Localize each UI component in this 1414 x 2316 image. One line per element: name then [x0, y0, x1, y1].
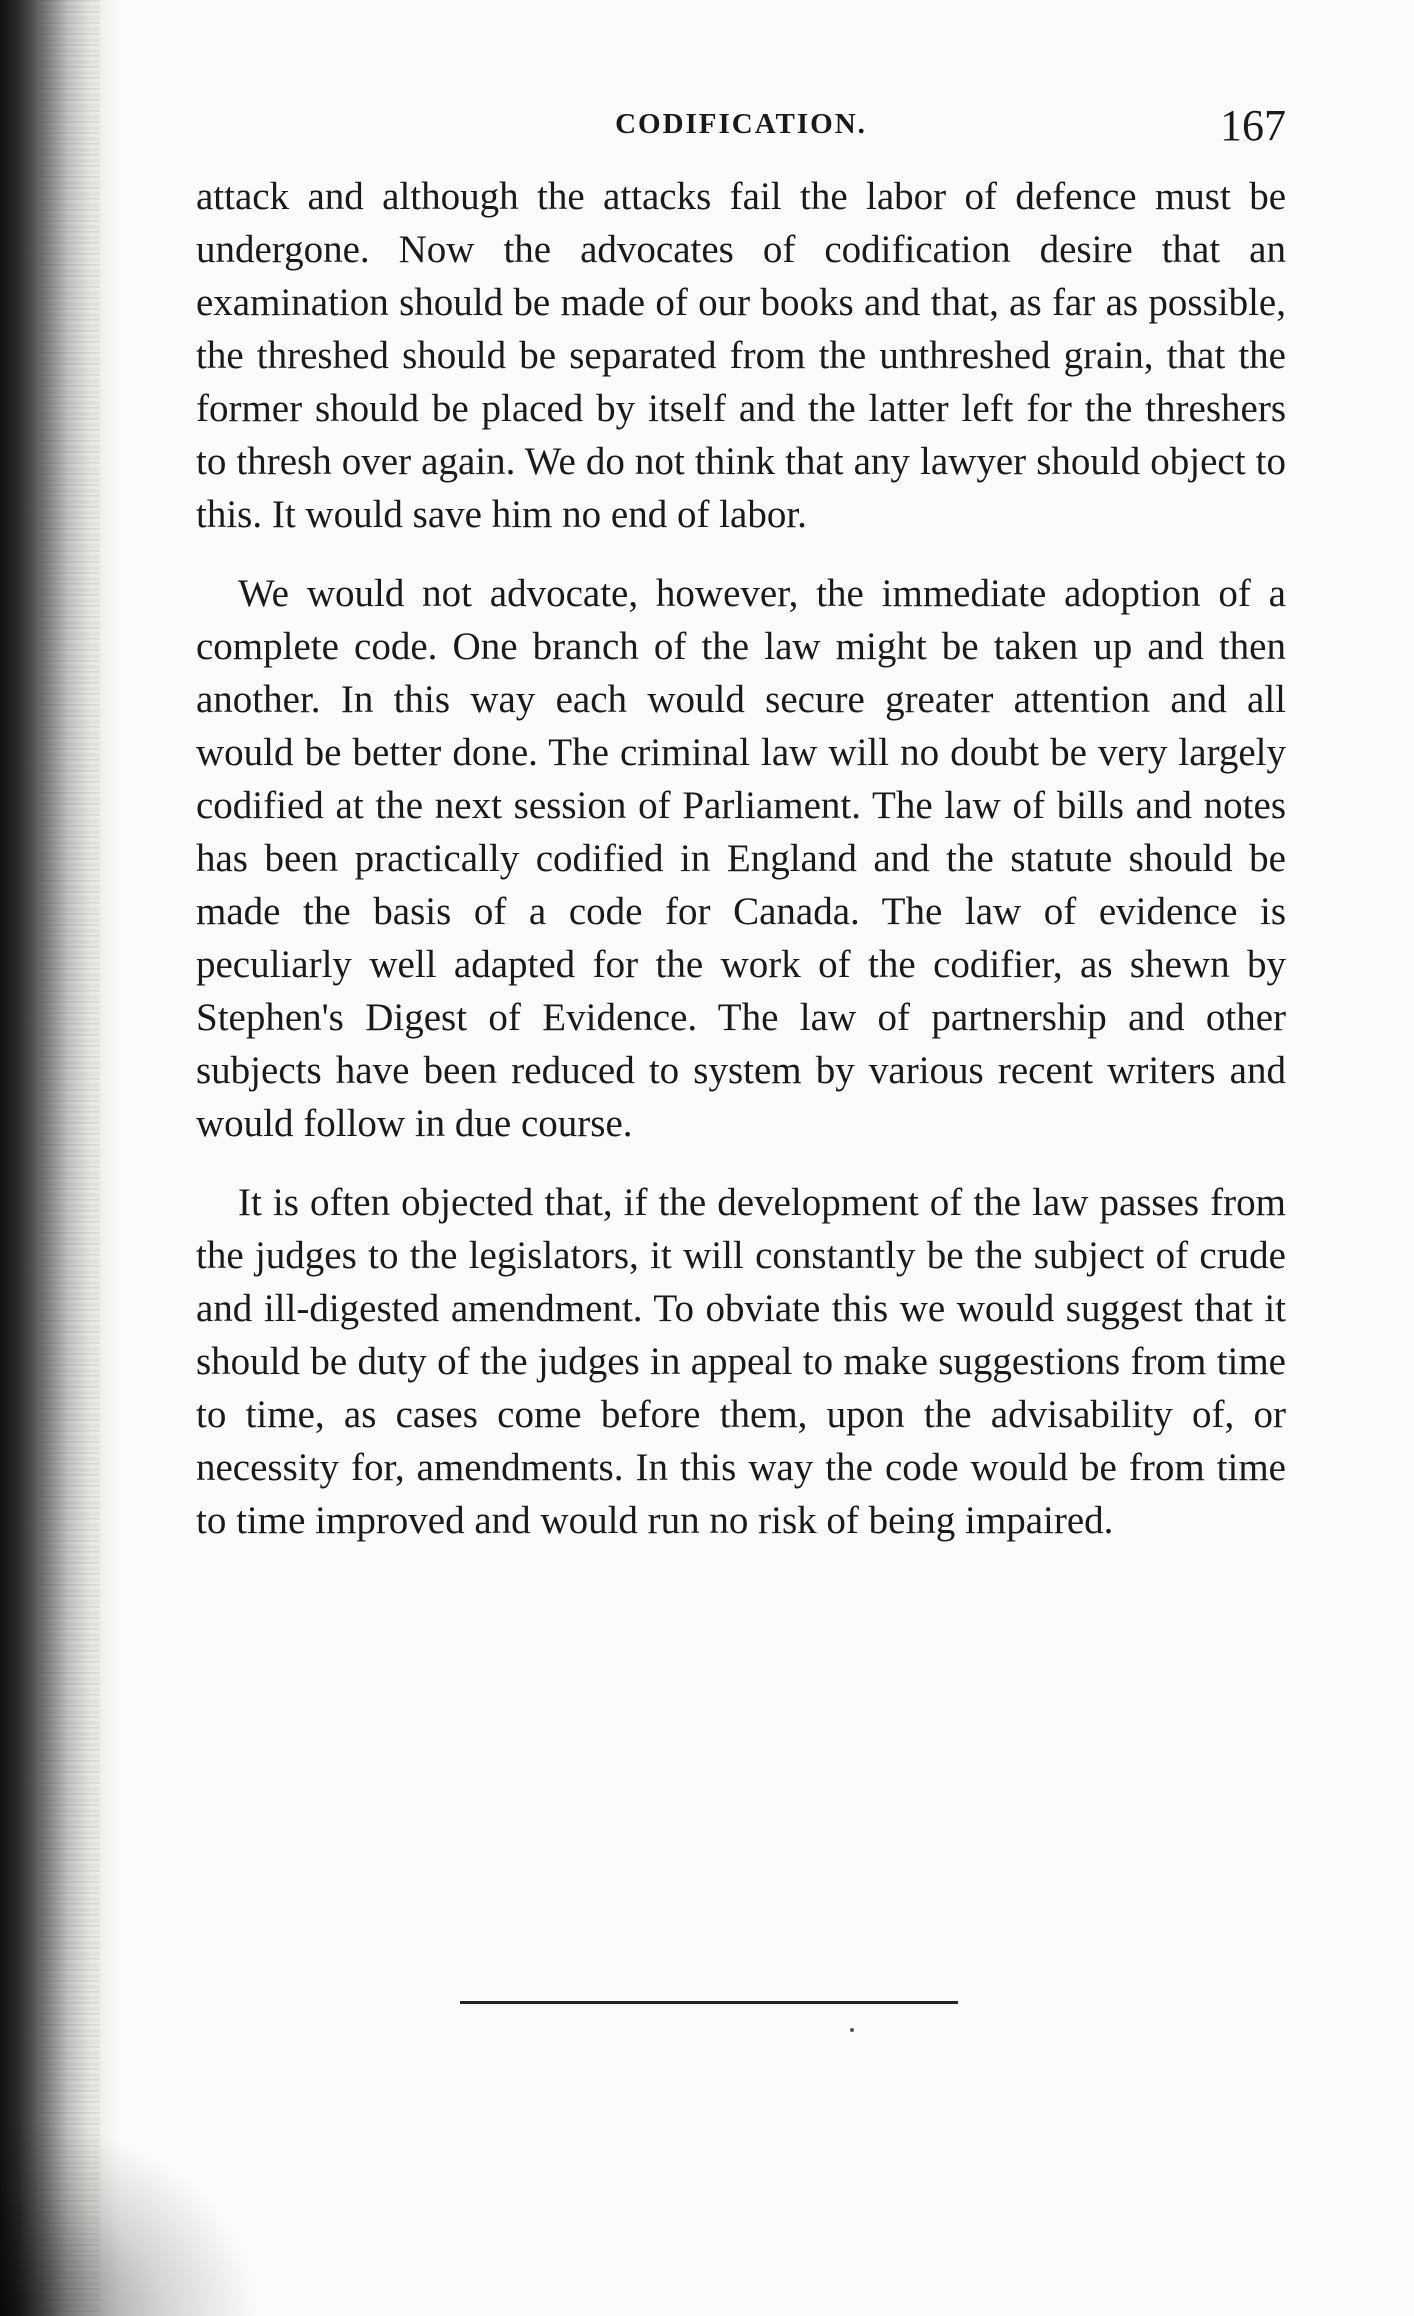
paragraph-2: We would not advocate, however, the immediate adoption of a complete code. One branch of the law might be taken up and then another. In this way each would secure greater attention and all would be better done. The criminal law will no doubt be very largely codified at the next session of Parliament. The law of bills and notes has been practically codified in England and the statute should be made the basis of a code for Canada. The law of evidence is peculiarly well adapted for the work of the codifier, as shewn by Stephen's Digest of Evidence. The law of partnership and other subjects have been reduced to system by various recent writers and would follow in due course.	[196, 572, 1286, 1145]
end-rule	[460, 2001, 958, 2004]
running-title: CODIFICATION.	[615, 108, 867, 140]
ink-speck	[850, 2028, 854, 2032]
running-head	[196, 100, 1286, 160]
paragraph-1: attack and although the attacks fail the labor of defence must be undergone. Now the advocates of codification desire that an examination should be made of our books and that, as far as possible, the threshed should be separated from the unthreshed grain, that the former should be placed by itself and the latter left for the threshers to thresh over again. We do not think that any lawyer should object to this. It would save him no end of labor.	[196, 175, 1286, 536]
corner-shadow	[0, 2116, 260, 2316]
binding-texture	[40, 0, 100, 2316]
page-number: 167	[1220, 101, 1286, 150]
paragraph-3: It is often objected that, if the development of the law passes from the judges to the legislators, it will constantly be the subject of crude and ill-digested amendment. To obviate this we would suggest that it should be duty of the judges in appeal to make suggestions from time to time, as cases come before them, upon the advisability of, or necessity for, amendments. In this way the code would be from time to time improved and would run no risk of being impaired.	[196, 1181, 1286, 1542]
body-text	[196, 170, 1286, 1547]
